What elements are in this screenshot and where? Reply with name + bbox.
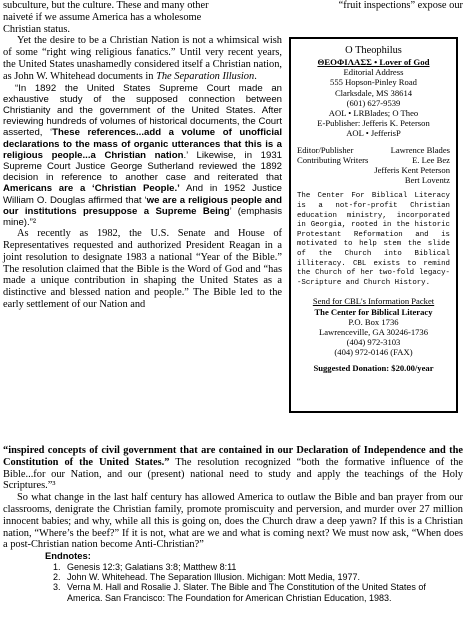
- address-line: AOL • JefferisP: [346, 128, 401, 139]
- center-address-line: (404) 972-0146 (FAX): [334, 347, 413, 358]
- emphasis-resolution: “inspired concepts of civil government that are contained in our Declaration of Independence and the Constitution of the United States.”: [3, 445, 463, 468]
- text-fragment: ’ (emphasis mine).”²: [3, 205, 282, 229]
- address-line: (601) 627-9539: [346, 97, 401, 108]
- text-fragment: .: [254, 70, 257, 82]
- text-fragment: So what change in the last half century has allowed America to outlaw the Bible and ban prayer from our classrooms, denigrate the Christian family, promote promiscuity and perversion, and murder over 27 million innocent babies; and why, while all this is going on, does the Church draw a deep yawn? If this is a Christian nation, “Where’s the beef?” If it is not, what are we and what is coming next? We must now ask, “When does a post-Christian nation become Anti-Christian?”: [3, 492, 463, 551]
- address-line: Clarksdale, MS 38614: [334, 87, 413, 98]
- address-line: E-Publisher: Jefferis K. Peterson: [317, 118, 430, 129]
- text-fragment: “fruit inspections” expose our: [338, 0, 463, 11]
- text-fragment: .’ Likewise, in 1931 Supreme Court Justice George Sutherland reviewed the 1892 decision in reference to another case and reiterated that: [3, 149, 282, 184]
- staff-role: Contributing Writers: [297, 154, 369, 165]
- endnote-item: 2. John W. Whitehead. The Separation Illusion. Michigan: Mott Media, 1977.: [63, 572, 463, 582]
- article-line-1: [3, 0, 282, 12]
- emphasis-3: we are a religious people and our institutions presuppose a Supreme Being: [3, 194, 282, 217]
- staff-name: E. Lee Bez: [412, 154, 450, 165]
- masthead-subtitle: ΘΕΟΦΙΛΑΣΣ • Lover of God: [317, 57, 430, 67]
- text-fragment: “In 1892 the United States Supreme Court made an exhaustive study of the supposed connection between Christianity and the government of the United States. After reviewing hundreds of volumes of historical documents, the Court asserted, ‘: [3, 82, 282, 139]
- info-packet-label: Send for CBL's Information Packet: [312, 296, 435, 307]
- text-fragment: And in 1952 Justice William O. Douglas affirmed that ‘: [3, 183, 282, 206]
- address-line: AOL • LRBlades; O Theo: [328, 108, 419, 119]
- staff-role: Editor/Publisher: [297, 144, 354, 155]
- emphasis-1: These references...add a volume of unofficial declarations to the mass of organic utterances that this is a religious people...a Christian nation: [3, 127, 282, 161]
- endnote-item: 1. Genesis 12:3; Galatians 3:8; Matthew 8:11: [63, 562, 463, 572]
- staff-name: Bert Loventz: [404, 175, 450, 186]
- text-fragment: The resolution recognized “both the formative influence of the Bible...for our Nation, and our (present) national need to study and apply the teachings of the Holy Scriptures.”³: [3, 456, 463, 492]
- staff-row-editor: [297, 145, 450, 155]
- paragraph-closing-question: [3, 492, 463, 551]
- block-quote-supreme-court: [3, 83, 282, 229]
- center-address-line: P.O. Box 1736: [348, 316, 399, 327]
- paragraph-christian-nation: [3, 35, 282, 82]
- text-fragment: Christian status.: [3, 23, 70, 35]
- article-line-2: [3, 12, 282, 24]
- article-right-fragment: [289, 0, 463, 12]
- article-left-column: [3, 0, 282, 324]
- address-line: 555 Hopson-Pinley Road: [330, 77, 417, 88]
- ministry-description: The Center For Biblical Literacy is a not-for-profit Christian education ministry, incorporated in Georgia, rooted in the historic Protestant Reformation and is motivated to help stem the slide of the Church into Biblical illiteracy. CBL exists to remind the Church of her two-fold legacy--Scripture and Church History.: [297, 192, 450, 287]
- center-address-line: (404) 972-3103: [346, 337, 401, 348]
- masthead-title: O Theophilus: [345, 45, 402, 56]
- center-address-line: Lawrenceville, GA 30246-1736: [318, 326, 429, 337]
- text-fragment: subculture, but the culture. These and many other: [3, 0, 209, 11]
- endnote-item: 3. Verna M. Hall and Rosalie J. Slater. The Bible and The Constitution of the United States of America. San Francisco: The Foundation for American Christian Education, 1983.: [63, 582, 463, 603]
- book-title: The Separation Illusion: [156, 70, 255, 82]
- staff-name: Lawrence Blades: [390, 144, 450, 155]
- suggested-donation: Suggested Donation: $20.00/year: [313, 362, 434, 373]
- staff-list: [297, 145, 450, 186]
- emphasis-2: Americans are a ‘Christian People.’: [3, 183, 180, 195]
- paragraph-year-of-bible: [3, 228, 282, 324]
- article-line-3: [3, 24, 282, 36]
- article-line-1-right: [289, 0, 463, 12]
- text-fragment: As recently as 1982, the U.S. Senate and House of Representatives requested and authorized President Reagan in a joint resolution to designate 1983 a national “Year of the Bible.” The resolution claimed that the Bible is the Word of God and “has made a unique contribution in shaping the United States as a distinctive and blessed nation and people.” The Bible led to the early settlement of our Nation and: [3, 228, 282, 310]
- paragraph-resolution-continued: [3, 445, 463, 492]
- staff-name: Jefferis Kent Peterson: [374, 165, 450, 176]
- staff-row-writers: [297, 155, 450, 165]
- endnotes-list: [3, 562, 463, 603]
- center-name: The Center for Biblical Literacy: [314, 306, 433, 317]
- text-fragment: naiveté if we assume America has a wholesome: [3, 11, 202, 23]
- text-fragment: Yet the desire to be a Christian Nation is not a whimsical wish of some “right wing religious fanatics.” Until very recent years, the United States unashamedly considered itself a Christian nation, as John W. Whitehead documents in: [3, 35, 282, 82]
- address-line: Editorial Address: [343, 67, 404, 78]
- masthead-box: [289, 37, 458, 413]
- endnotes-heading: Endnotes:: [45, 550, 91, 562]
- article-full-width: [3, 445, 463, 603]
